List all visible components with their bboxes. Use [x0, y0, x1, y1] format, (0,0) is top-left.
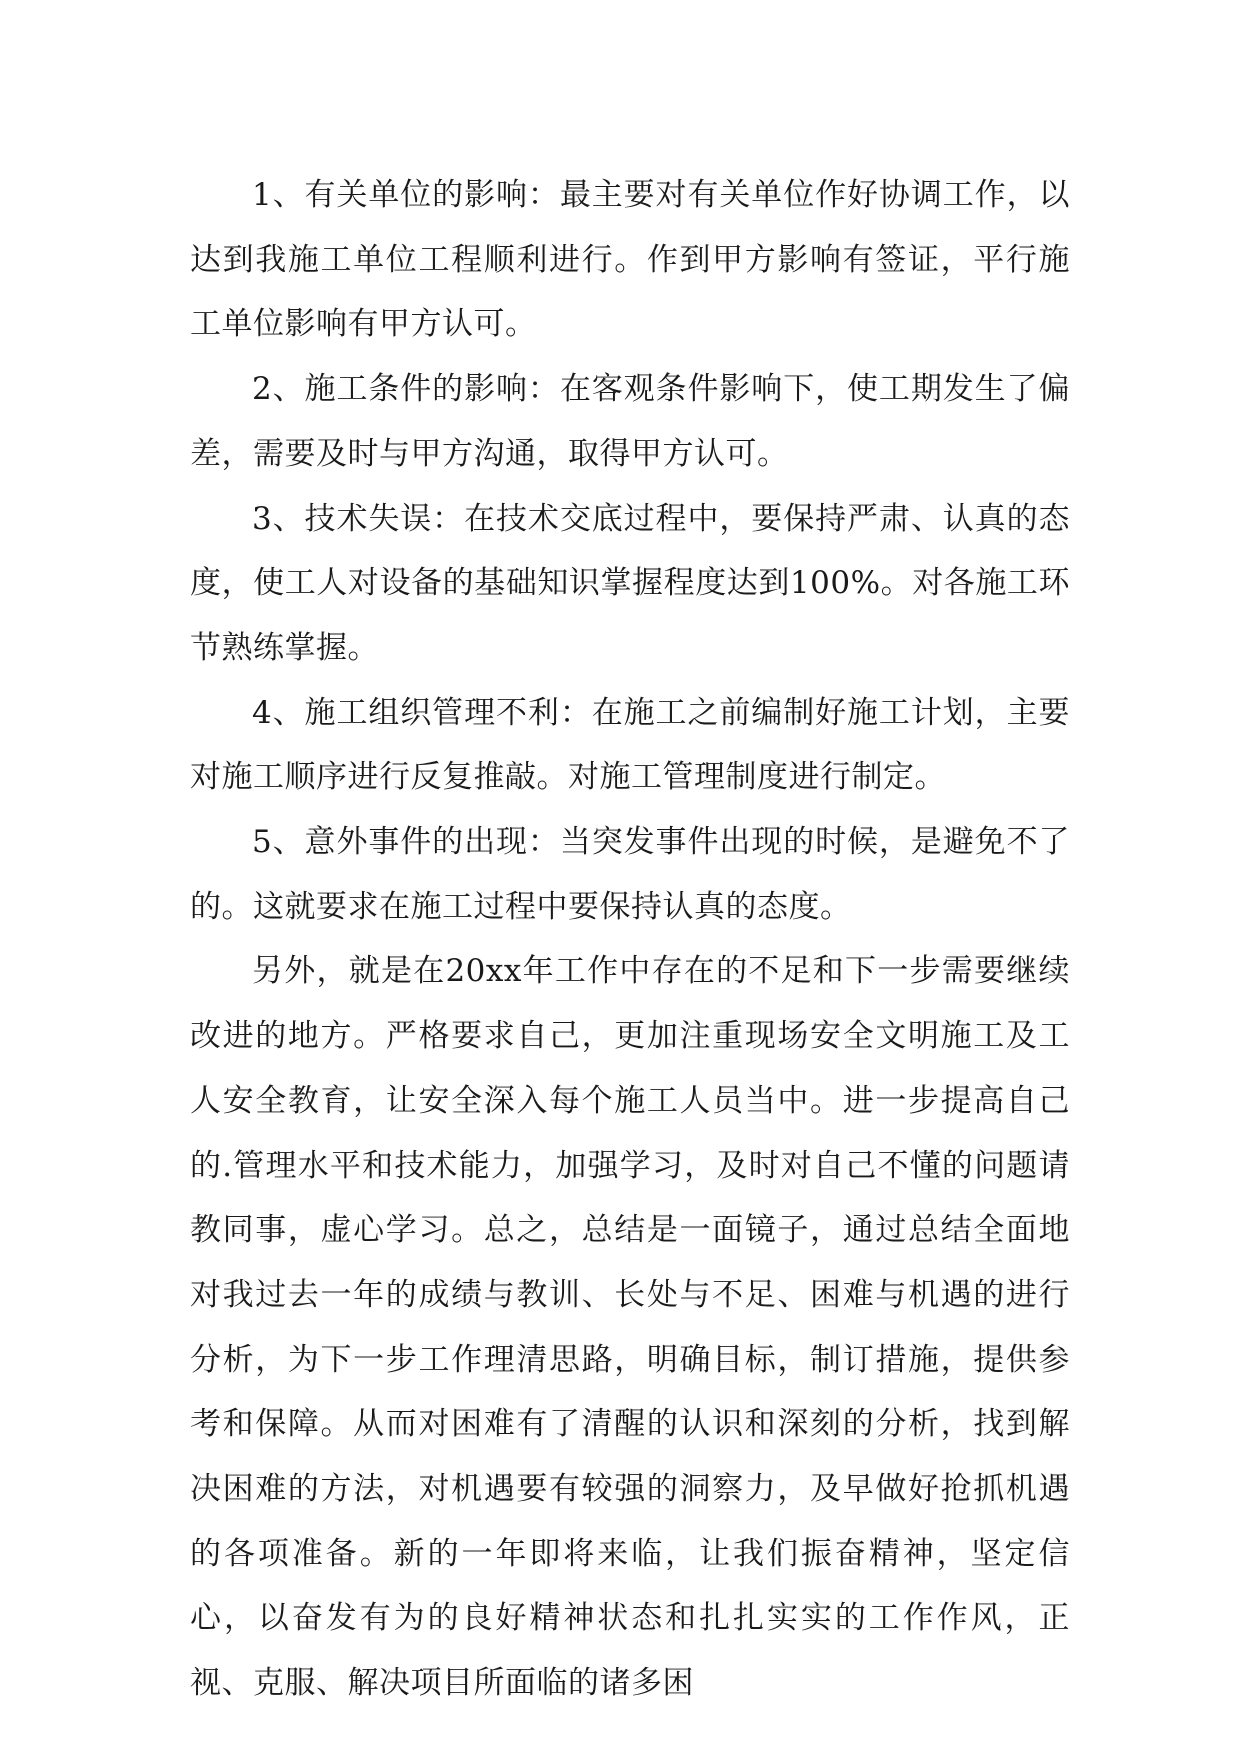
paragraph-technical-errors: 3、技术失误：在技术交底过程中，要保持严肃、认真的态度，使工人对设备的基础知识掌握程度达到100%。对各施工环节熟练掌握。 [190, 500, 1070, 666]
paragraph-influence-of-units: 1、有关单位的影响：最主要对有关单位作好协调工作，以达到我施工单位工程顺利进行。作到甲方影响有签证，平行施工单位影响有甲方认可。 [190, 177, 1070, 343]
paragraph-construction-conditions: 2、施工条件的影响：在客观条件影响下，使工期发生了偏差，需要及时与甲方沟通，取得甲方认可。 [190, 371, 1070, 472]
paragraph-unexpected-events: 5、意外事件的出现：当突发事件出现的时候，是避免不了的。这就要求在施工过程中要保持认真的态度。 [190, 824, 1070, 925]
document-body [190, 163, 1070, 1716]
paragraph-management-issues: 4、施工组织管理不利：在施工之前编制好施工计划，主要对施工顺序进行反复推敲。对施工管理制度进行制定。 [190, 694, 1070, 796]
paragraph-summary: 另外，就是在20xx年工作中存在的不足和下一步需要继续改进的地方。严格要求自己，更加注重现场安全文明施工及工人安全教育，让安全深入每个施工人员当中。进一步提高自己的.管理水平和技术能力，加强学习，及时对自己不懂的问题请教同事，虚心学习。总之，总结是一面镜子，通过总结全面地对我过去一年的成绩与教训、长处与不足、困难与机遇的进行分析，为下一步工作理清思路，明确目标，制订措施，提供参考和保障。从而对困难有了清醒的认识和深刻的分析，找到解决困难的方法，对机遇要有较强的洞察力，及早做好抢抓机遇的各项准备。新的一年即将来临，让我们振奋精神，坚定信心，以奋发有为的良好精神状态和扎扎实实的工作作风，正视、克服、解决项目所面临的诸多困 [190, 953, 1070, 1702]
